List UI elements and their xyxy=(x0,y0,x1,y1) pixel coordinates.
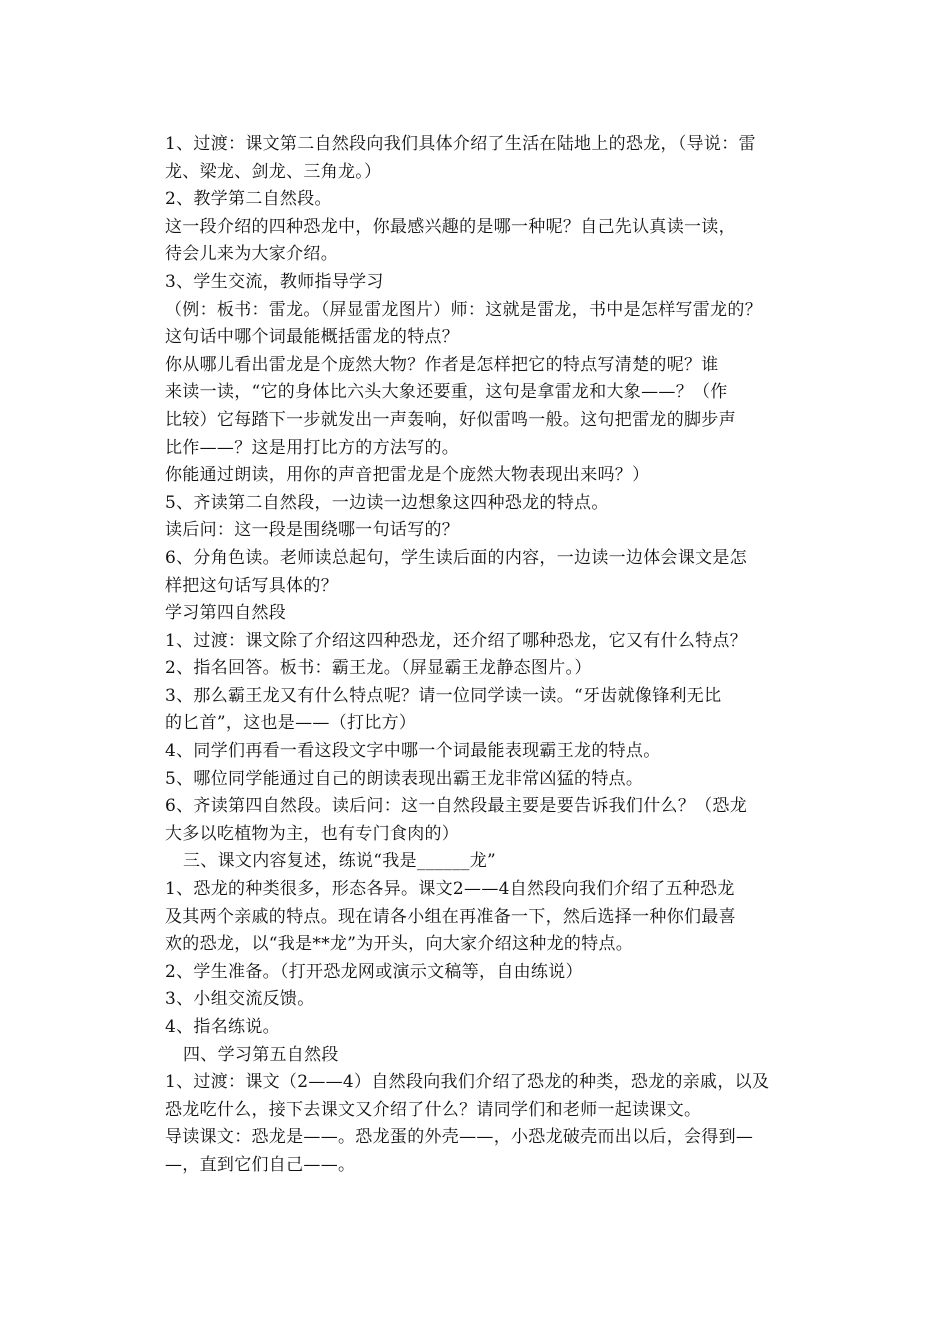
text-line: 样把这句话写具体的？ xyxy=(165,575,338,596)
text-line: 6、分角色读。老师读总起句，学生读后面的内容，一边读一边体会课文是怎 xyxy=(165,547,748,568)
text-line: 来读一读，“它的身体比六头大象还要重，这句是拿雷龙和大象——？（作 xyxy=(165,382,728,403)
text-line: 导读课文：恐龙是——。恐龙蛋的外壳——，小恐龙破壳而出以后，会得到— xyxy=(165,1127,754,1148)
text-line: 3、学生交流，教师指导学习 xyxy=(165,271,384,292)
text-line: 1、过渡：课文第二自然段向我们具体介绍了生活在陆地上的恐龙，（导说：雷 xyxy=(165,134,756,154)
text-line: 5、哪位同学能通过自己的朗读表现出霸王龙非常凶猛的特点。 xyxy=(165,768,644,789)
text-line: 这句话中哪个词最能概括雷龙的特点？ xyxy=(165,327,460,348)
text-line: —，直到它们自己——。 xyxy=(165,1154,356,1175)
text-line: 6、齐读第四自然段。读后问：这一自然段最主要是要告诉我们什么？（恐龙 xyxy=(165,796,748,817)
text-line: 比较）它每踏下一步就发出一声轰响，好似雷鸣一般。这句把雷龙的脚步声 xyxy=(165,409,736,430)
text-line: 学习第四自然段 xyxy=(165,603,287,624)
text-line: 3、小组交流反馈。 xyxy=(165,989,315,1010)
text-line: 大多以吃植物为主，也有专门食肉的） xyxy=(165,823,460,844)
text-line: 2、指名回答。板书：霸王龙。（屏显霸王龙静态图片。） xyxy=(165,658,592,679)
text-line: （例：板书：雷龙。（屏显雷龙图片）师：这就是雷龙，书中是怎样写雷龙的？ xyxy=(165,299,762,320)
section-heading-line: 三、课文内容复述，练说“我是______龙” xyxy=(183,851,496,872)
text-line: 恐龙吃什么，接下去课文又介绍了什么？请同学们和老师一起读课文。 xyxy=(165,1099,702,1120)
text-line: 这一段介绍的四种恐龙中，你最感兴趣的是哪一种呢？自己先认真读一读， xyxy=(165,216,736,237)
text-line: 1、过渡：课文除了介绍这四种恐龙，还介绍了哪种恐龙，它又有什么特点？ xyxy=(165,630,748,651)
text-line: 龙、梁龙、剑龙、三角龙。） xyxy=(165,161,382,182)
text-line: 5、齐读第二自然段，一边读一边想象这四种恐龙的特点。 xyxy=(165,492,609,513)
text-line: 1、恐龙的种类很多，形态各异。课文2——4自然段向我们介绍了五种恐龙 xyxy=(165,879,735,900)
text-line: 及其两个亲戚的特点。现在请各小组在再准备一下，然后选择一种你们最喜 xyxy=(165,906,736,927)
text-line: 1、过渡：课文（2——4）自然段向我们介绍了恐龙的种类，恐龙的亲戚，以及 xyxy=(165,1072,770,1093)
text-line: 待会儿来为大家介绍。 xyxy=(165,244,338,265)
text-line: 读后问：这一段是围绕哪一句话写的？ xyxy=(165,520,460,541)
text-line: 4、同学们再看一看这段文字中哪一个词最能表现霸王龙的特点。 xyxy=(165,741,661,762)
document-body xyxy=(165,131,791,1180)
text-line: 4、指名练说。 xyxy=(165,1017,280,1037)
text-line: 的匕首”，这也是——（打比方） xyxy=(165,713,417,734)
text-line: 欢的恐龙，以“我是**龙”为开头，向大家介绍这种龙的特点。 xyxy=(165,934,634,955)
section-heading-line: 四、学习第五自然段 xyxy=(183,1044,339,1065)
text-line: 你从哪儿看出雷龙是个庞然大物？作者是怎样把它的特点写清楚的呢？谁 xyxy=(165,354,719,375)
text-line: 2、教学第二自然段。 xyxy=(165,189,332,210)
text-line: 2、学生准备。（打开恐龙网或演示文稿等，自由练说） xyxy=(165,961,583,982)
text-line: 比作——？这是用打比方的方法写的。 xyxy=(165,437,460,458)
text-line: 3、那么霸王龙又有什么特点呢？请一位同学读一读。“牙齿就像锋利无比 xyxy=(165,685,722,706)
text-line: 你能通过朗读，用你的声音把雷龙是个庞然大物表现出来吗？） xyxy=(165,465,650,486)
